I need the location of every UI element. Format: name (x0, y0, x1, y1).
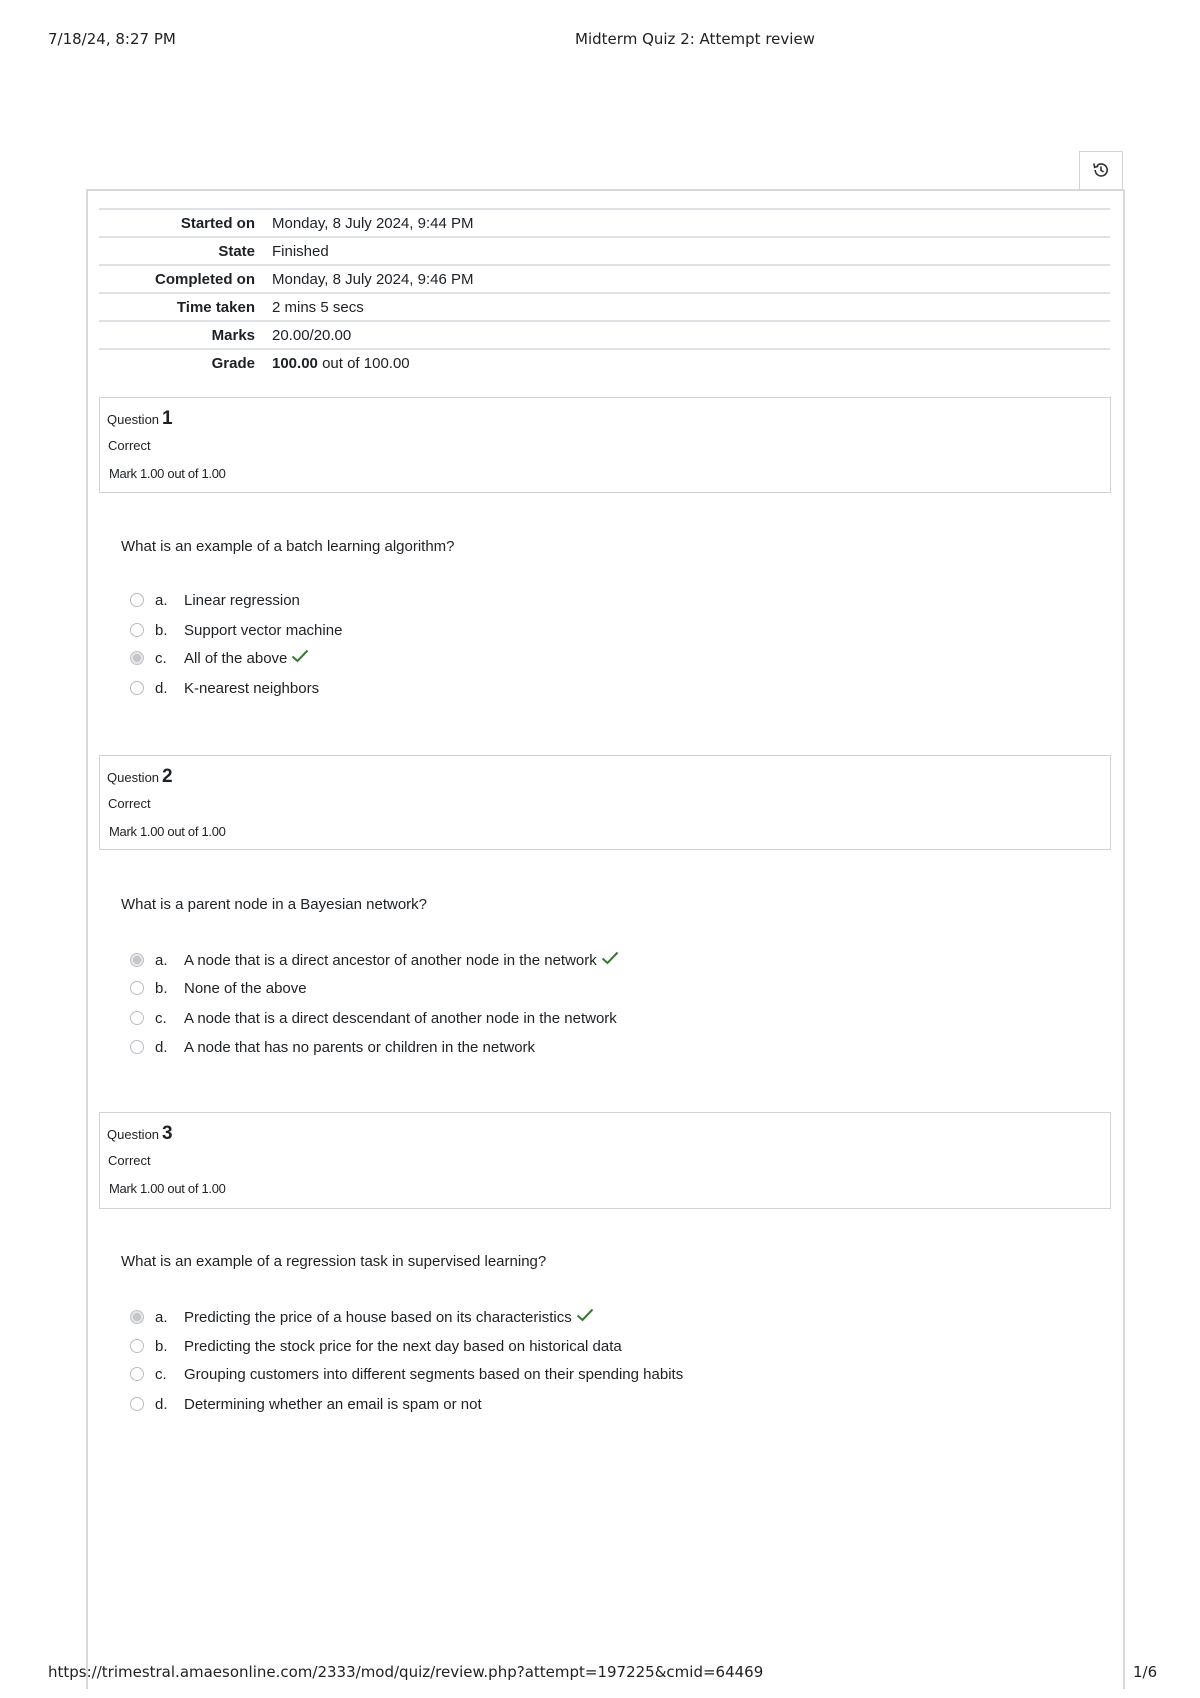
answer-letter: a. (155, 1308, 168, 1326)
summary-label: Time taken (176, 298, 255, 316)
answer-option[interactable] (130, 1363, 684, 1385)
answer-letter: d. (155, 1395, 168, 1413)
answer-option[interactable] (130, 1036, 536, 1058)
answer-option-selected[interactable] (130, 949, 597, 971)
print-title: Midterm Quiz 2: Attempt review (575, 30, 815, 48)
summary-label: Grade (211, 354, 255, 372)
question-info-3 (99, 1112, 1111, 1209)
answer-text: A node that is a direct descendant of another node in the network (184, 1009, 617, 1027)
answer-letter: b. (155, 621, 168, 639)
summary-row-started (99, 208, 1110, 236)
answer-letter: c. (155, 1365, 167, 1383)
question-state: Correct (108, 796, 151, 811)
grade-value: 100.00 (272, 354, 318, 372)
summary-row-grade (99, 348, 1110, 376)
summary-label: Marks (211, 326, 255, 344)
question-state: Correct (108, 1153, 151, 1168)
answer-letter: c. (155, 1009, 167, 1027)
summary-value: Monday, 8 July 2024, 9:46 PM (272, 270, 474, 288)
question-text: What is a parent node in a Bayesian network? (121, 896, 428, 913)
answer-option[interactable] (130, 619, 343, 641)
answer-letter: b. (155, 1337, 168, 1355)
question-number: Question 1 (107, 408, 173, 429)
question-grade: Mark 1.00 out of 1.00 (109, 1181, 226, 1196)
answer-radio[interactable] (130, 681, 144, 695)
answer-letter: b. (155, 979, 168, 997)
grade-suffix: out of 100.00 (322, 354, 410, 372)
answer-radio[interactable] (130, 593, 144, 607)
answer-text: A node that has no parents or children in the network (184, 1038, 536, 1056)
answer-radio-checked[interactable] (130, 1310, 144, 1324)
question-text: What is an example of a regression task in supervised learning? (121, 1253, 547, 1270)
check-icon (291, 649, 309, 667)
answer-text: None of the above (184, 979, 307, 997)
answer-radio[interactable] (130, 1040, 144, 1054)
answer-text: A node that is a direct ancestor of another node in the network (184, 951, 619, 969)
summary-row-completed (99, 264, 1110, 292)
answer-option[interactable] (130, 977, 307, 999)
answer-option[interactable] (130, 1335, 622, 1357)
print-date: 7/18/24, 8:27 PM (48, 30, 176, 48)
summary-value: 2 mins 5 secs (272, 298, 364, 316)
summary-value (272, 355, 410, 372)
answer-letter: d. (155, 679, 168, 697)
answer-text: Predicting the stock price for the next day based on historical data (184, 1337, 622, 1355)
answer-radio[interactable] (130, 1397, 144, 1411)
answer-text: Determining whether an email is spam or not (184, 1395, 482, 1413)
answer-text: All of the above (184, 649, 309, 667)
summary-label: State (218, 242, 255, 260)
answer-radio[interactable] (130, 981, 144, 995)
attempt-summary-table (99, 208, 1110, 376)
summary-row-state (99, 236, 1110, 264)
summary-value: 20.00/20.00 (272, 326, 352, 344)
history-icon (1091, 160, 1111, 184)
summary-row-time (99, 292, 1110, 320)
answer-radio-checked[interactable] (130, 651, 144, 665)
question-state: Correct (108, 438, 151, 453)
answer-radio[interactable] (130, 1011, 144, 1025)
summary-label: Started on (180, 214, 255, 232)
answer-option[interactable] (130, 1007, 617, 1029)
question-info-1 (99, 397, 1111, 493)
question-text: What is an example of a batch learning algorithm? (121, 538, 455, 555)
answer-text: Linear regression (184, 591, 300, 609)
answer-radio[interactable] (130, 623, 144, 637)
history-button[interactable] (1079, 151, 1123, 191)
question-number: Question 3 (107, 1123, 173, 1144)
answer-option[interactable] (130, 589, 300, 611)
answer-letter: a. (155, 591, 168, 609)
answer-text: Grouping customers into different segments based on their spending habits (184, 1365, 684, 1383)
check-icon (576, 1308, 594, 1326)
summary-value: Finished (272, 242, 329, 260)
answer-letter: a. (155, 951, 168, 969)
question-number: Question 2 (107, 766, 173, 787)
summary-label: Completed on (155, 270, 255, 288)
answer-text: K-nearest neighbors (184, 679, 320, 697)
answer-text: Support vector machine (184, 621, 343, 639)
page-number: 1/6 (1133, 1663, 1158, 1681)
summary-row-marks (99, 320, 1110, 348)
answer-option-selected[interactable] (130, 647, 288, 669)
answer-option-selected[interactable] (130, 1306, 572, 1328)
answer-option[interactable] (130, 677, 320, 699)
question-grade: Mark 1.00 out of 1.00 (109, 824, 226, 839)
answer-radio-checked[interactable] (130, 953, 144, 967)
question-info-2 (99, 755, 1111, 850)
question-grade: Mark 1.00 out of 1.00 (109, 466, 226, 481)
answer-text: Predicting the price of a house based on its characteristics (184, 1308, 594, 1326)
print-header (0, 30, 1200, 50)
print-url: https://trimestral.amaesonline.com/2333/mod/quiz/review.php?attempt=197225&cmid=64469 (48, 1663, 764, 1681)
answer-letter: d. (155, 1038, 168, 1056)
summary-value: Monday, 8 July 2024, 9:44 PM (272, 214, 474, 232)
answer-letter: c. (155, 649, 167, 667)
check-icon (601, 951, 619, 969)
answer-option[interactable] (130, 1393, 482, 1415)
answer-radio[interactable] (130, 1367, 144, 1381)
answer-radio[interactable] (130, 1339, 144, 1353)
